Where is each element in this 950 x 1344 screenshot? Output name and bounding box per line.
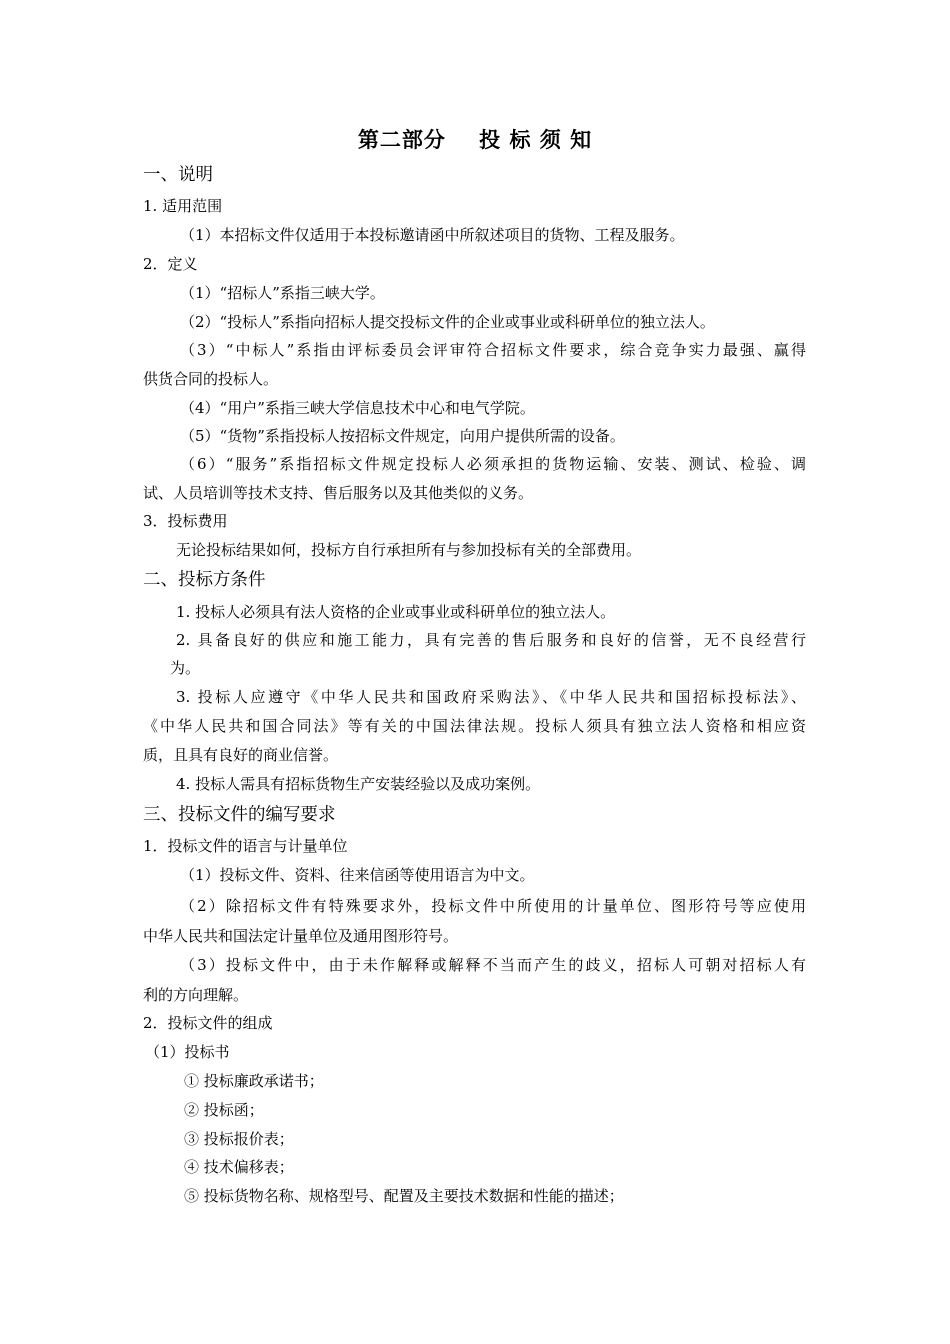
- list-item: ① 投标廉政承诺书；: [184, 1072, 324, 1090]
- paragraph-line: 质，且具有良好的商业信誉。: [143, 746, 339, 764]
- list-item: 2. 具备良好的供应和施工能力，具有完善的售后服务和良好的信誉，无不良经营行: [176, 631, 806, 649]
- subsection-heading: 1. 适用范围: [143, 197, 223, 215]
- list-item: ⑤ 投标货物名称、规格型号、配置及主要技术数据和性能的描述；: [184, 1187, 624, 1205]
- paragraph-line: （1）本招标文件仅适用于本投标邀请函中所叙述项目的货物、工程及服务。: [180, 226, 685, 244]
- list-item: ④ 技术偏移表；: [184, 1158, 294, 1176]
- list-item: 4. 投标人需具有招标货物生产安装经验以及成功案例。: [176, 775, 541, 793]
- paragraph-line: 试、人员培训等技术支持、售后服务以及其他类似的义务。: [143, 484, 534, 502]
- paragraph-line: （6）“服务”系指招标文件规定投标人必须承担的货物运输、安装、测试、检验、调: [180, 455, 806, 473]
- list-item: 3. 投标人应遵守《中华人民共和国政府采购法》、《中华人民共和国招标投标法》、: [176, 688, 806, 706]
- paragraph-line: （2）“投标人”系指向招标人提交投标文件的企业或事业或科研单位的独立法人。: [180, 313, 715, 331]
- paragraph-line: 《中华人民共和国合同法》等有关的中国法律法规。投标人须具有独立法人资格和相应资: [143, 717, 806, 735]
- list-item: ② 投标函；: [184, 1101, 264, 1119]
- paragraph-line: 为。: [170, 659, 201, 677]
- list-item: 1. 投标人必须具有法人资格的企业或事业或科研单位的独立法人。: [176, 603, 616, 621]
- paragraph-line: （4）“用户”系指三峡大学信息技术中心和电气学院。: [180, 399, 535, 417]
- section-heading: 二、投标方条件: [143, 570, 266, 590]
- paragraph-line: （3）投标文件中，由于未作解释或解释不当而产生的歧义，招标人可朝对招标人有: [180, 956, 806, 974]
- subsection-heading: 2．投标文件的组成: [143, 1014, 273, 1032]
- paragraph-line: 无论投标结果如何，投标方自行承担所有与参加投标有关的全部费用。: [176, 541, 642, 559]
- subsection-heading: 2．定义: [143, 255, 198, 273]
- paragraph-line: 中华人民共和国法定计量单位及通用图形符号。: [143, 927, 459, 945]
- paragraph-line: （1）“招标人”系指三峡大学。: [180, 284, 385, 302]
- section-heading: 三、投标文件的编写要求: [143, 805, 336, 825]
- list-item: ③ 投标报价表；: [184, 1130, 294, 1148]
- paragraph-line: 供货合同的投标人。: [143, 370, 279, 388]
- subsection-heading: 3．投标费用: [143, 512, 228, 530]
- section-heading: 一、说明: [143, 165, 213, 185]
- paragraph-line: （1）投标文件、资料、往来信函等使用语言为中文。: [180, 866, 535, 884]
- paragraph-line: （3）“中标人”系指由评标委员会评审符合招标文件要求，综合竞争实力最强、赢得: [180, 341, 806, 359]
- paragraph-line: 利的方向理解。: [143, 986, 249, 1004]
- page-title: 第二部分 投 标 须 知: [357, 128, 593, 152]
- paragraph-line: （1）投标书: [145, 1043, 230, 1061]
- paragraph-line: （5）“货物”系指投标人按招标文件规定，向用户提供所需的设备。: [180, 427, 625, 445]
- subsection-heading: 1．投标文件的语言与计量单位: [143, 837, 348, 855]
- paragraph-line: （2）除招标文件有特殊要求外，投标文件中所使用的计量单位、图形符号等应使用: [180, 897, 806, 915]
